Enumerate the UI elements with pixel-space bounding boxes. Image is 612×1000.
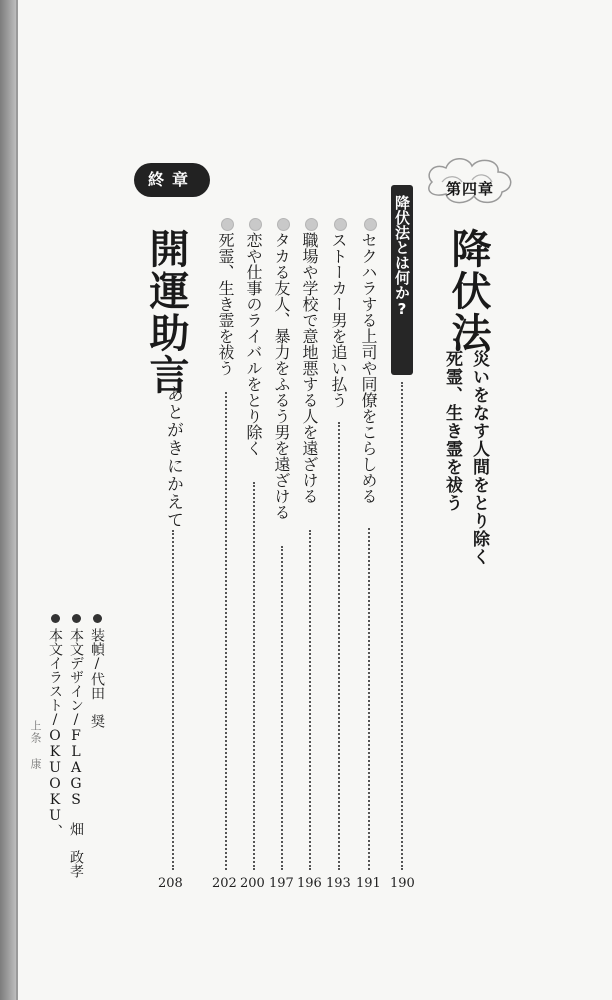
toc-entry-4[interactable]: タカる友人、暴力をふるう男を遠ざける	[272, 232, 291, 520]
entry-bullet	[305, 218, 318, 231]
entry-bullet	[334, 218, 347, 231]
leader-dots	[281, 546, 283, 870]
leader-dots	[172, 530, 174, 870]
entry-bullet	[277, 218, 290, 231]
entry-page-2: 193	[326, 876, 351, 891]
chapter4-label: 第四章	[446, 180, 495, 198]
leader-dots	[225, 392, 227, 870]
credit-bullet	[93, 614, 102, 623]
afterword-page-number: 208	[158, 876, 183, 891]
credit-binding: 装幀/代田 奨	[89, 628, 105, 728]
section-heading: 降伏法とは何か?	[393, 195, 411, 318]
entry-page-3: 196	[297, 876, 322, 891]
credit-bullet	[51, 614, 60, 623]
leader-dots	[338, 422, 340, 870]
leader-dots	[253, 482, 255, 870]
entry-page-5: 200	[240, 876, 265, 891]
afterword-entry[interactable]: あとがきにかえて	[163, 385, 183, 529]
leader-dots	[401, 382, 403, 870]
book-gutter	[0, 0, 16, 1000]
toc-page	[16, 0, 612, 1000]
chapter4-subtitle-2: 死霊、生き霊を祓う	[442, 350, 462, 512]
credit-illustration: 本文イラスト/OKUOKU、	[47, 628, 63, 838]
entry-bullet	[249, 218, 262, 231]
credit-bullet	[72, 614, 81, 623]
entry-bullet	[221, 218, 234, 231]
toc-entry-1[interactable]: セクハラする上司や同僚をこらしめる	[359, 232, 378, 504]
entry-page-4: 197	[269, 876, 294, 891]
toc-entry-6[interactable]: 死霊、生き霊を祓う	[216, 232, 235, 376]
chapter4-title: 降伏法	[445, 228, 492, 354]
entry-bullet	[364, 218, 377, 231]
section-heading-ribbon	[391, 185, 413, 375]
toc-entry-3[interactable]: 職場や学校で意地悪する人を遠ざける	[300, 232, 319, 504]
leader-dots	[309, 530, 311, 870]
final-chapter-title: 開運助言	[143, 228, 190, 396]
entry-page-6: 202	[212, 876, 237, 891]
chapter4-subtitle-1: 災いをなす人間をとり除く	[469, 350, 489, 566]
toc-entry-2[interactable]: ストーカー男を追い払う	[329, 232, 348, 408]
toc-entry-5[interactable]: 恋や仕事のライバルをとり除く	[244, 232, 263, 456]
section-page-number: 190	[390, 876, 415, 891]
final-chapter-badge: 終章	[134, 163, 210, 197]
entry-page-1: 191	[356, 876, 381, 891]
faint-stamp-text: 上条 康	[29, 720, 42, 770]
credit-design: 本文デザイン/FLAGS 畑 政孝	[68, 628, 84, 878]
leader-dots	[368, 528, 370, 870]
